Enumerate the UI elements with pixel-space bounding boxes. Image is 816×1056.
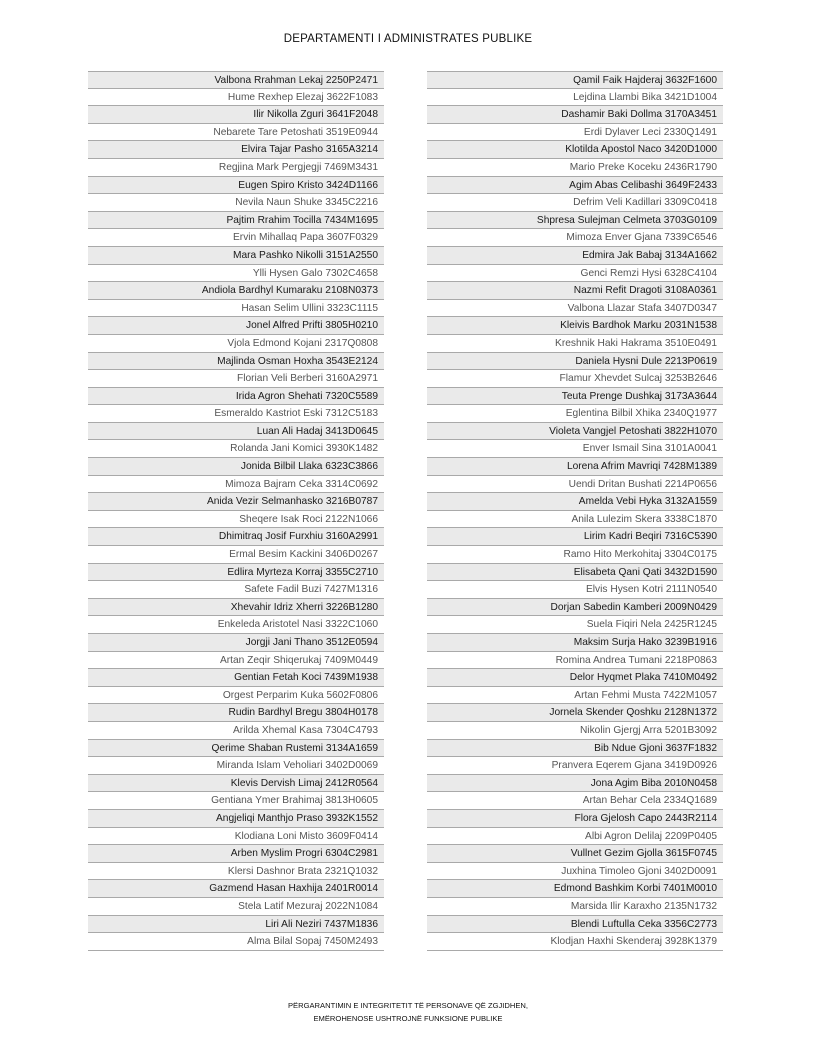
list-item: Ervin Mihallaq Papa 3607F0329 — [88, 229, 384, 247]
list-item: Klodjan Haxhi Skenderaj 3928K1379 — [427, 933, 723, 951]
list-item: Vjola Edmond Kojani 2317Q0808 — [88, 335, 384, 353]
list-item: Artan Behar Cela 2334Q1689 — [427, 792, 723, 810]
list-item: Pajtim Rrahim Tocilla 7434M1695 — [88, 212, 384, 230]
list-item: Flamur Xhevdet Sulcaj 3253B2646 — [427, 370, 723, 388]
list-item: Ylli Hysen Galo 7302C4658 — [88, 265, 384, 283]
list-item: Angjeliqi Manthjo Praso 3932K1552 — [88, 810, 384, 828]
list-item: Xhevahir Idriz Xherri 3226B1280 — [88, 599, 384, 617]
list-item: Andiola Bardhyl Kumaraku 2108N0373 — [88, 282, 384, 300]
list-item: Irida Agron Shehati 7320C5589 — [88, 388, 384, 406]
list-item: Anila Lulezim Skera 3338C1870 — [427, 511, 723, 529]
list-item: Jornela Skender Qoshku 2128N1372 — [427, 704, 723, 722]
list-item: Eugen Spiro Kristo 3424D1166 — [88, 177, 384, 195]
list-item: Klodiana Loni Misto 3609F0414 — [88, 828, 384, 846]
list-item: Artan Fehmi Musta 7422M1057 — [427, 687, 723, 705]
list-item: Ilir Nikolla Zguri 3641F2048 — [88, 106, 384, 124]
list-item: Klersi Dashnor Brata 2321Q1032 — [88, 863, 384, 881]
left-name-list — [88, 71, 384, 951]
footer-line-2: EMËROHENOSE USHTROJNË FUNKSIONE PUBLIKE — [313, 1014, 503, 1023]
list-item: Esmeraldo Kastriot Eski 7312C5183 — [88, 405, 384, 423]
list-item: Vullnet Gezim Gjolla 3615F0745 — [427, 845, 723, 863]
list-item: Mimoza Bajram Ceka 3314C0692 — [88, 476, 384, 494]
list-item: Hume Rexhep Elezaj 3622F1083 — [88, 89, 384, 107]
list-item: Elisabeta Qani Qati 3432D1590 — [427, 564, 723, 582]
list-item: Klevis Dervish Limaj 2412R0564 — [88, 775, 384, 793]
list-item: Arilda Xhemal Kasa 7304C4793 — [88, 722, 384, 740]
list-item: Edmond Bashkim Korbi 7401M0010 — [427, 880, 723, 898]
list-item: Romina Andrea Tumani 2218P0863 — [427, 652, 723, 670]
list-item: Jonida Bilbil Llaka 6323C3866 — [88, 458, 384, 476]
list-item: Dhimitraq Josif Furxhiu 3160A2991 — [88, 528, 384, 546]
list-item: Defrim Veli Kadillari 3309C0418 — [427, 194, 723, 212]
list-item: Klotilda Apostol Naco 3420D1000 — [427, 141, 723, 159]
list-item: Edmira Jak Babaj 3134A1662 — [427, 247, 723, 265]
list-item: Artan Zeqir Shiqerukaj 7409M0449 — [88, 652, 384, 670]
list-item: Gentiana Ymer Brahimaj 3813H0605 — [88, 792, 384, 810]
list-item: Anida Vezir Selmanhasko 3216B0787 — [88, 493, 384, 511]
list-item: Lejdina Llambi Bika 3421D1004 — [427, 89, 723, 107]
list-item: Marsida Ilir Karaxho 2135N1732 — [427, 898, 723, 916]
list-item: Uendi Dritan Bushati 2214P0656 — [427, 476, 723, 494]
page-title: DEPARTAMENTI I ADMINISTRATES PUBLIKE — [283, 33, 533, 45]
right-name-list — [427, 71, 723, 951]
list-item: Hasan Selim Ullini 3323C1115 — [88, 300, 384, 318]
list-item: Luan Ali Hadaj 3413D0645 — [88, 423, 384, 441]
list-item: Valbona Llazar Stafa 3407D0347 — [427, 300, 723, 318]
list-item: Kleivis Bardhok Marku 2031N1538 — [427, 317, 723, 335]
list-item: Nazmi Refit Dragoti 3108A0361 — [427, 282, 723, 300]
list-item: Gentian Fetah Koci 7439M1938 — [88, 669, 384, 687]
list-item: Lorena Afrim Mavriqi 7428M1389 — [427, 458, 723, 476]
list-item: Jonel Alfred Prifti 3805H0210 — [88, 317, 384, 335]
list-item: Regjina Mark Pergjegji 7469M3431 — [88, 159, 384, 177]
list-item: Elvira Tajar Pasho 3165A3214 — [88, 141, 384, 159]
list-item: Dashamir Baki Dollma 3170A3451 — [427, 106, 723, 124]
list-item: Stela Latif Mezuraj 2022N1084 — [88, 898, 384, 916]
list-item: Teuta Prenge Dushkaj 3173A3644 — [427, 388, 723, 406]
list-item: Edlira Myrteza Korraj 3355C2710 — [88, 564, 384, 582]
list-item: Agim Abas Celibashi 3649F2433 — [427, 177, 723, 195]
list-item: Lirim Kadri Beqiri 7316C5390 — [427, 528, 723, 546]
list-item: Qamil Faik Hajderaj 3632F1600 — [427, 71, 723, 89]
list-item: Qerime Shaban Rustemi 3134A1659 — [88, 740, 384, 758]
list-item: Miranda Islam Veholiari 3402D0069 — [88, 757, 384, 775]
footer-line-1: PËRGARANTIMIN E INTEGRITETIT TË PERSONAVE QË ZGJIDHEN, — [287, 1001, 529, 1010]
list-item: Gazmend Hasan Haxhija 2401R0014 — [88, 880, 384, 898]
list-item: Dorjan Sabedin Kamberi 2009N0429 — [427, 599, 723, 617]
list-item: Rolanda Jani Komici 3930K1482 — [88, 440, 384, 458]
list-item: Jorgji Jani Thano 3512E0594 — [88, 634, 384, 652]
list-item: Juxhina Timoleo Gjoni 3402D0091 — [427, 863, 723, 881]
list-item: Nebarete Tare Petoshati 3519E0944 — [88, 124, 384, 142]
list-item: Delor Hyqmet Plaka 7410M0492 — [427, 669, 723, 687]
list-item: Enkeleda Aristotel Nasi 3322C1060 — [88, 616, 384, 634]
list-item: Suela Fiqiri Nela 2425R1245 — [427, 616, 723, 634]
list-item: Violeta Vangjel Petoshati 3822H1070 — [427, 423, 723, 441]
list-item: Sheqere Isak Roci 2122N1066 — [88, 511, 384, 529]
list-item: Rudin Bardhyl Bregu 3804H0178 — [88, 704, 384, 722]
list-item: Eglentina Bilbil Xhika 2340Q1977 — [427, 405, 723, 423]
list-item: Safete Fadil Buzi 7427M1316 — [88, 581, 384, 599]
list-item: Elvis Hysen Kotri 2111N0540 — [427, 581, 723, 599]
list-item: Liri Ali Neziri 7437M1836 — [88, 916, 384, 934]
list-item: Nikolin Gjergj Arra 5201B3092 — [427, 722, 723, 740]
list-item: Albi Agron Delilaj 2209P0405 — [427, 828, 723, 846]
list-item: Ramo Hito Merkohitaj 3304C0175 — [427, 546, 723, 564]
list-item: Daniela Hysni Dule 2213P0619 — [427, 353, 723, 371]
list-item: Amelda Vebi Hyka 3132A1559 — [427, 493, 723, 511]
list-item: Maksim Surja Hako 3239B1916 — [427, 634, 723, 652]
list-item: Erdi Dylaver Leci 2330Q1491 — [427, 124, 723, 142]
list-item: Alma Bilal Sopaj 7450M2493 — [88, 933, 384, 951]
list-item: Arben Myslim Progri 6304C2981 — [88, 845, 384, 863]
list-item: Shpresa Sulejman Celmeta 3703G0109 — [427, 212, 723, 230]
list-item: Bib Ndue Gjoni 3637F1832 — [427, 740, 723, 758]
list-item: Genci Remzi Hysi 6328C4104 — [427, 265, 723, 283]
list-item: Pranvera Eqerem Gjana 3419D0926 — [427, 757, 723, 775]
page-footer — [0, 999, 816, 1025]
list-item: Mario Preke Koceku 2436R1790 — [427, 159, 723, 177]
list-item: Mimoza Enver Gjana 7339C6546 — [427, 229, 723, 247]
list-item: Florian Veli Berberi 3160A2971 — [88, 370, 384, 388]
list-item: Ermal Besim Kackini 3406D0267 — [88, 546, 384, 564]
list-item: Valbona Rrahman Lekaj 2250P2471 — [88, 71, 384, 89]
list-item: Orgest Perparim Kuka 5602F0806 — [88, 687, 384, 705]
list-item: Majlinda Osman Hoxha 3543E2124 — [88, 353, 384, 371]
list-item: Nevila Naun Shuke 3345C2216 — [88, 194, 384, 212]
list-item: Kreshnik Haki Hakrama 3510E0491 — [427, 335, 723, 353]
list-item: Mara Pashko Nikolli 3151A2550 — [88, 247, 384, 265]
list-item: Jona Agim Biba 2010N0458 — [427, 775, 723, 793]
list-item: Enver Ismail Sina 3101A0041 — [427, 440, 723, 458]
list-item: Blendi Luftulla Ceka 3356C2773 — [427, 916, 723, 934]
list-item: Flora Gjelosh Capo 2443R2114 — [427, 810, 723, 828]
